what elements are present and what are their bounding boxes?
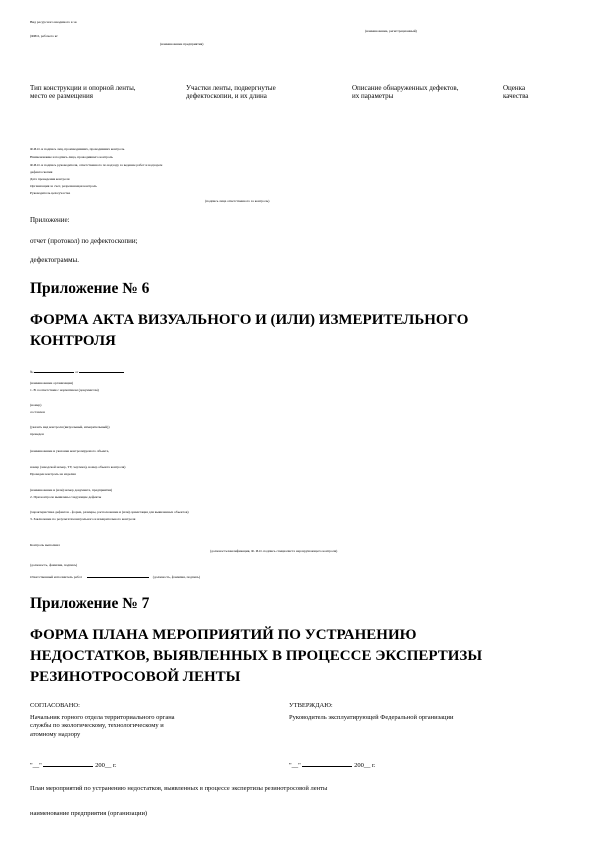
- act-date-field: [79, 366, 124, 373]
- act-date-prefix: от: [75, 370, 79, 374]
- controller-label: Контроль выполнил: [30, 543, 60, 547]
- table-column-1-line-1: Тип конструкции и опорной ленты,: [30, 84, 136, 92]
- act-line-12: (характеристика дефектов - форма, размеры, расположение и (или) ориентация для выявленных объектов): [30, 510, 189, 514]
- table-column-2-line-2: дефектоскопии, и их длина: [186, 92, 267, 101]
- signature-line-3: Ф.И.О. и подпись руководителя, ответственного по надзору за ведение работ и надзором: [30, 163, 163, 167]
- header-line-2: (ФИО, рабочего кг: [30, 34, 58, 38]
- agreed-text-line-1: Начальник горного отдела территориального органа: [30, 714, 175, 721]
- agreed-date-day: "__": [30, 762, 42, 769]
- table-column-2-line-1: Участки ленты, подвергнутые: [186, 84, 276, 92]
- approver-label: Ответственный исполнитель работ: [30, 575, 83, 579]
- approver-signature-field: [87, 571, 149, 578]
- act-line-10: (наименование и (или) номер документа, предприятия): [30, 488, 113, 492]
- act-line-4: составлен: [30, 410, 45, 414]
- signature-note: (подпись лица ответственного за контроль): [205, 199, 270, 203]
- appendix-7-title-line-3: РЕЗИНОТРОСОВОЙ ЛЕНТЫ: [30, 669, 241, 685]
- act-number-prefix: №: [30, 370, 34, 374]
- act-number-row: [30, 366, 124, 374]
- agreed-text: [30, 714, 175, 739]
- act-line-5: (указать вид контроля (визуальный, измерительный)): [30, 425, 110, 429]
- appendix-7-title-line-2: НЕДОСТАТКОВ, ВЫЯВЛЕННЫХ В ПРОЦЕССЕ ЭКСПЕРТИЗЫ: [30, 648, 483, 664]
- act-line-9: Проведен контроль на изделия: [30, 472, 76, 476]
- act-line-3: (номер): [30, 403, 42, 407]
- header-note-center: (наименование предприятия): [160, 42, 204, 46]
- approved-date-day: "__": [289, 762, 301, 769]
- appendix-6-heading: Приложение № 6: [30, 280, 150, 297]
- appendix-7-title-line-1: ФОРМА ПЛАНА МЕРОПРИЯТИЙ ПО УСТРАНЕНИЮ: [30, 627, 417, 643]
- table-column-3: [352, 84, 458, 100]
- approved-text: Руководитель эксплуатирующей Федеральной организации: [289, 714, 454, 721]
- controller-note: (должность/квалификация, Ф. И.О. подпись специалиста неразрушающего контроля): [210, 549, 338, 553]
- agreed-text-line-2: службы по экологическому, технологическому и: [30, 722, 164, 730]
- signature-line-5: Дата проведения контроля: [30, 177, 70, 181]
- table-column-1: [30, 84, 136, 100]
- act-line-8: номер (заводской номер, ТУ, чертежа), номер объекта контроля): [30, 465, 126, 469]
- header-line-1: Вид ресурсного вводимого в эк: [30, 20, 77, 24]
- plan-text: План мероприятий по устранению недостатков, выявленных в процессе экспертизы резинотросовой ленты: [30, 785, 328, 792]
- approver-note: (должность, фамилия, подпись): [152, 575, 201, 579]
- approved-date-month-field: [302, 760, 352, 767]
- agreed-date-year: 200__ г.: [95, 762, 117, 769]
- table-column-4: [503, 84, 528, 100]
- header-note-right: (наименование, регистрационный): [365, 29, 417, 33]
- table-column-3-line-2: их параметры: [352, 92, 394, 101]
- company-label: наименование предприятия (организации): [30, 810, 148, 817]
- act-line-2: 1. В соответствии с нормативом (документом): [30, 388, 99, 392]
- act-line-11: 2. При контроле выявлены следующие дефекты: [30, 495, 102, 499]
- approved-date-year: 200__ г.: [354, 762, 376, 769]
- signature-line-6: Организация за счет, разрешающая контроль: [30, 184, 97, 188]
- attachment-item-2: дефектограммы.: [30, 256, 79, 264]
- signature-line-4: дефектоскопия: [30, 170, 53, 174]
- appendix-6-title: [30, 310, 468, 352]
- table-column-4-line-2: качества: [503, 92, 529, 101]
- signature-line-7: Руководитель цеха/участка: [30, 191, 71, 195]
- agreed-date-month-field: [43, 760, 93, 767]
- agreed-date: [30, 760, 117, 769]
- appendix-6-title-line-2: КОНТРОЛЯ: [30, 333, 116, 349]
- act-number-field: [34, 366, 74, 373]
- attachments-title: Приложение:: [30, 216, 70, 224]
- signature-line-1: Ф.И.О. и подпись лиц, производивших, проводивших контроль: [30, 147, 125, 151]
- table-column-3-line-1: Описание обнаруженных дефектов,: [352, 84, 459, 92]
- act-line-6: проведен: [30, 432, 44, 436]
- attachment-item-1: отчет (протокол) по дефектоскопии;: [30, 237, 138, 245]
- approved-date: [289, 760, 376, 769]
- appendix-6-title-line-1: ФОРМА АКТА ВИЗУАЛЬНОГО И (ИЛИ) ИЗМЕРИТЕЛЬНОГО: [30, 312, 469, 328]
- approved-label: УТВЕРЖДАЮ:: [289, 702, 333, 709]
- signature-line-2: Наименование и подпись лица, проводившего контроль: [30, 155, 113, 159]
- approver-row: [30, 571, 200, 579]
- agreed-text-line-3: атомному надзору: [30, 730, 81, 738]
- agreed-label: СОГЛАСОВАНО:: [30, 702, 80, 709]
- appendix-7-title: [30, 625, 482, 688]
- position-note: (должность, фамилия, подпись): [30, 563, 78, 567]
- table-column-2: [186, 84, 276, 100]
- table-column-4-line-1: Оценка: [503, 84, 526, 92]
- table-column-1-line-2: место ее размещения: [30, 92, 94, 101]
- act-line-7: (наименование и указание контролируемого объекта,: [30, 449, 110, 453]
- act-line-1: (наименование организации): [30, 381, 74, 385]
- act-line-13: 3. Заключение по результатам визуального и измерительного контроля: [30, 517, 136, 521]
- appendix-7-heading: Приложение № 7: [30, 595, 150, 612]
